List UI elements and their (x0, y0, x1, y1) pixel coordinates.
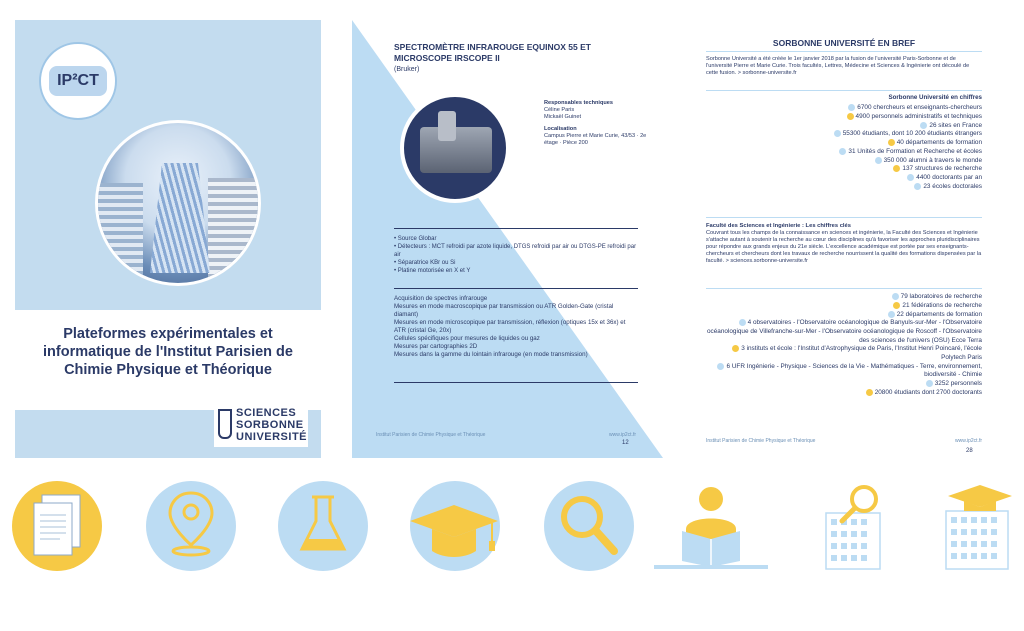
sorbonne-logo (214, 403, 308, 447)
list-item: Mesures par cartographies 2D (394, 343, 478, 350)
divider (706, 288, 982, 289)
list-item (706, 363, 982, 380)
list-item-text: 26 sites en France (929, 121, 982, 129)
loc-label: Localisation (544, 126, 577, 132)
list-item: • Source Globar (394, 236, 437, 242)
bullet-dot-icon (888, 311, 895, 318)
list-item (706, 139, 982, 148)
divider (706, 51, 982, 52)
list-item: • Platine motorisée en X et Y (394, 268, 471, 274)
list-item-text: 6700 chercheurs et enseignants-chercheurs (857, 104, 982, 112)
bullet-dot-icon (893, 165, 900, 172)
spec-list (394, 235, 638, 275)
divider (394, 288, 638, 289)
footer-institute: Institut Parisien de Chimie Physique et Théorique (376, 432, 486, 438)
bullet-dot-icon (717, 363, 724, 370)
documents-icon (12, 481, 102, 571)
list-item-text: 21 fédérations de recherche (902, 301, 982, 309)
list-item-text: 20800 étudiants dont 2700 doctorants (874, 389, 982, 397)
resp-label: Responsables techniques (544, 100, 614, 106)
list-item (706, 302, 982, 311)
list-item (706, 148, 982, 157)
list-item: Cellules spécifiques pour mesures de liquides ou gaz (394, 335, 540, 342)
bullet-dot-icon (888, 139, 895, 146)
list-item (706, 104, 982, 113)
list-item: • Détecteurs : MCT refroidi par azote liquide, DTGS refroidi par air ou DTGS-PE refroidi par air (394, 244, 637, 258)
bullet-dot-icon (739, 319, 746, 326)
footer-url: www.ip2ct.fr (609, 432, 636, 438)
ip2ct-logo (39, 42, 117, 120)
list-item: • Séparatrice KBr ou Si (394, 260, 456, 266)
instrument-page (352, 20, 663, 458)
building-graduation-icon (940, 481, 1024, 571)
bullet-dot-icon (866, 389, 873, 396)
building-photo (95, 120, 261, 286)
list-item-text: 4 observatoires - l'Observatoire océanologique de Banyuls-sur-Mer - l'Observatoire océanologique de Villefranche-sur-Mer - l'Observatoire océanologique de Roscoff - l'Observatoire des sciences de l'univers (OSU) Ecce Terra (706, 319, 982, 344)
list-item: Mesures dans la gamme du lointain infrarouge (en mode transmission) (394, 351, 588, 358)
bullet-dot-icon (847, 113, 854, 120)
location-pin-icon (146, 481, 236, 571)
sorbonne-facts-page (704, 20, 984, 458)
list-item (706, 345, 982, 362)
list-item: Mesures en mode microscopique par transmission, réflexion (optiques 15x et 36x) et ATR (cristal Ge, 20x) (394, 319, 626, 334)
list-item (706, 319, 982, 345)
list-item-text: 137 structures de recherche (902, 165, 982, 173)
bullet-dot-icon (839, 148, 846, 155)
list-item-text: 3 instituts et école : l'Institut d'Astrophysique de Paris, l'Institut Henri Poincaré, l'école Polytech Paris (741, 345, 982, 362)
list-item (706, 380, 982, 389)
list-item-text: 4900 personnels administratifs et techniques (855, 112, 982, 120)
intro-paragraph: Sorbonne Université a été créée le 1er janvier 2018 par la fusion de l'université Paris-Sorbonne et de l'université Pierre et Marie Curie. Trois facultés, Lettres, Médecine et Sciences & Ingénierie ont découlé de cette fusion. > sorbonne-universite.fr (706, 56, 970, 76)
divider (706, 90, 982, 91)
magnifier-icon (544, 481, 634, 571)
instrument-brand: (Bruker) (394, 66, 420, 73)
list-item-text: 55300 étudiants, dont 10 200 étudiants étrangers (842, 130, 982, 138)
stats-title: Sorbonne Université en chiffres (888, 94, 982, 101)
bullet-dot-icon (848, 104, 855, 111)
list-item-text: 350 000 alumni à travers le monde (883, 156, 982, 164)
list-item (706, 183, 982, 192)
list-item-text: 79 laboratoires de recherche (900, 293, 982, 301)
acquisition-list (394, 295, 638, 359)
flask-icon (278, 481, 368, 571)
list-item (706, 311, 982, 320)
list-item-text: 4400 doctorants par an (916, 174, 982, 182)
cover-title: Plateformes expérimentales et informatique de l'Institut Parisien de Chimie Physique et Théorique (43, 326, 293, 378)
bullet-dot-icon (875, 157, 882, 164)
divider (394, 382, 638, 383)
list-item-text: 31 Unités de Formation et Recherche et écoles (848, 148, 982, 156)
building-search-icon (820, 481, 910, 571)
list-item (706, 130, 982, 139)
footer-institute: Institut Parisien de Chimie Physique et Théorique (706, 438, 816, 444)
list-item: Mesures en mode macroscopique par transmission ou ATR Golden-Gate (cristal diamant) (394, 303, 614, 318)
list-item: Mickaël Guinet (544, 114, 581, 120)
page-number: 28 (966, 448, 973, 454)
stats-list (706, 104, 982, 192)
page-footer (706, 438, 982, 444)
bullet-dot-icon (892, 293, 899, 300)
list-item (706, 122, 982, 131)
list-item (706, 174, 982, 183)
page-number: 12 (622, 440, 629, 446)
graduation-cap-icon (410, 481, 500, 571)
list-item (706, 113, 982, 122)
cover-page (15, 20, 321, 458)
list-item: Céline Paris (544, 107, 575, 113)
list-item (706, 165, 982, 174)
list-item: Acquisition de spectres infrarouge (394, 295, 488, 302)
bullet-dot-icon (914, 183, 921, 190)
list-item-text: 3252 personnels (934, 380, 982, 388)
bullet-dot-icon (893, 302, 900, 309)
page-footer (376, 432, 636, 438)
divider (394, 228, 638, 229)
su-logo-line: SCIENCES (236, 407, 297, 419)
bullet-dot-icon (907, 174, 914, 181)
su-logo-line: SORBONNE (236, 419, 304, 431)
faculty-stats-list (706, 293, 982, 398)
list-item-text: 6 UFR Ingénierie - Physique - Sciences de la Vie - Mathématiques - Terre, environnement, biodiversité - Chimie (726, 362, 982, 379)
su-logo-line: UNIVERSITÉ (236, 431, 308, 443)
contact-info (544, 100, 654, 147)
list-item (706, 389, 982, 398)
divider (706, 217, 982, 218)
list-item-text: 22 départements de formation (896, 310, 982, 318)
bullet-dot-icon (732, 345, 739, 352)
faculty-paragraph: Couvrant tous les champs de la connaissance en sciences et ingénierie, la Faculté des Sciences et Ingénierie s'attache autant à soutenir la recherche au cœur des disciplines qu'à favoriser les approches pluridisciplinaires pour répondre aux grands enjeux du 21e siècle. L'excellence académique est portée par ses enseignants-chercheurs et chercheurs dont les travaux de recherche nourrissent la qualité des formations dispensées par la faculté. > sciences.sorbonne-universite.fr (706, 230, 982, 264)
bullet-dot-icon (834, 130, 841, 137)
list-item (706, 157, 982, 166)
list-item-text: 23 écoles doctorales (923, 183, 982, 191)
bullet-dot-icon (920, 122, 927, 129)
facts-heading: SORBONNE UNIVERSITÉ EN BREF (772, 38, 916, 48)
ip2ct-logo-text: IP²CT (49, 66, 107, 96)
loc-text: Campus Pierre et Marie Curie, 43/53 · 2e étage · Pièce 200 (544, 133, 647, 146)
list-item-text: 40 départements de formation (896, 139, 982, 147)
reader-icon (652, 481, 770, 571)
sorbonne-crest-icon (218, 409, 232, 439)
instrument-heading: SPECTROMÈTRE INFRAROUGE EQUINOX 55 ET MICROSCOPE IRSCOPE II (394, 42, 591, 63)
list-item (706, 293, 982, 302)
instrument-photo (400, 93, 510, 203)
bullet-dot-icon (926, 380, 933, 387)
faculty-title: Faculté des Sciences et Ingénierie : Les chiffres clés (706, 223, 851, 229)
footer-url: www.ip2ct.fr (955, 438, 982, 444)
